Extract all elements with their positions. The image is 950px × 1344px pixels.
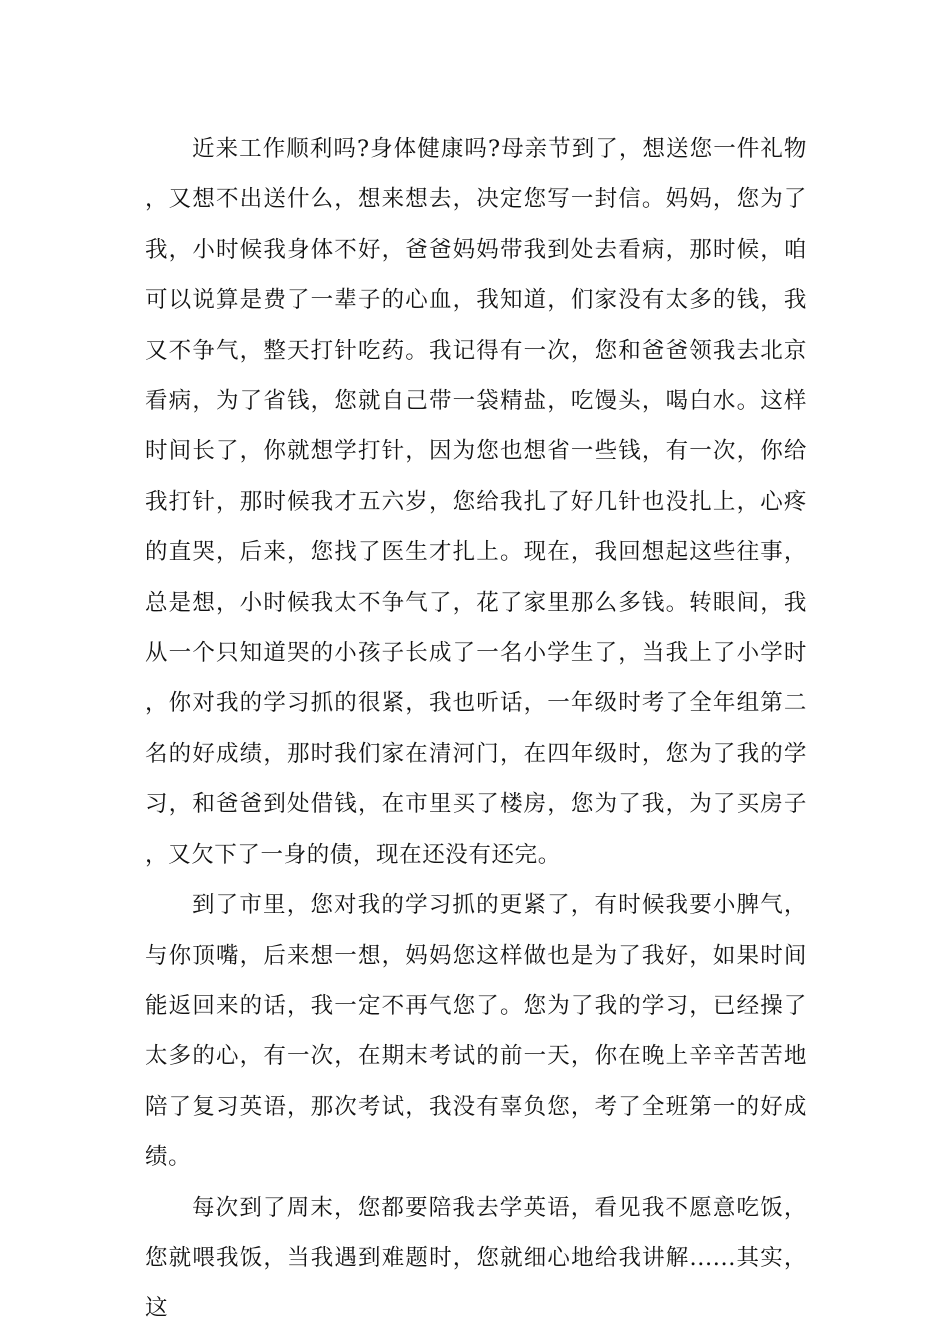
- paragraph-2: 到了市里，您对我的学习抓的更紧了，有时候我要小脾气，与你顶嘴，后来想一想，妈妈您这样做也是为了我好，如果时间能返回来的话，我一定不再气您了。您为了我的学习，已经操了太多的心，有一次，在期末考试的前一天，你在晚上辛辛苦苦地陪了复习英语，那次考试，我没有辜负您，考了全班第一的好成绩。: [145, 892, 807, 1171]
- letter-body: [145, 124, 807, 1334]
- paragraph-3: 每次到了周末，您都要陪我去学英语，看见我不愿意吃饭，您就喂我饭，当我遇到难题时，您就细心地给我讲解......其实，这: [145, 1194, 807, 1322]
- paragraph-1: 近来工作顺利吗?身体健康吗?母亲节到了，想送您一件礼物，又想不出送什么，想来想去，决定您写一封信。妈妈，您为了我，小时候我身体不好，爸爸妈妈带我到处去看病，那时候，咱可以说算是费了一辈子的心血，我知道，们家没有太多的钱，我又不争气，整天打针吃药。我记得有一次，您和爸爸领我去北京看病，为了省钱，您就自己带一袋精盐，吃馒头，喝白水。这样时间长了，你就想学打针，因为您也想省一些钱，有一次，你给我打针，那时候我才五六岁，您给我扎了好几针也没扎上，心疼的直哭，后来，您找了医生才扎上。现在，我回想起这些往事，总是想，小时候我太不争气了，花了家里那么多钱。转眼间，我从一个只知道哭的小孩子长成了一名小学生了，当我上了小学时，你对我的学习抓的很紧，我也听话，一年级时考了全年组第二名的好成绩，那时我们家在清河门，在四年级时，您为了我的学习，和爸爸到处借钱，在市里买了楼房，您为了我，为了买房子，又欠下了一身的债，现在还没有还完。: [145, 136, 807, 868]
